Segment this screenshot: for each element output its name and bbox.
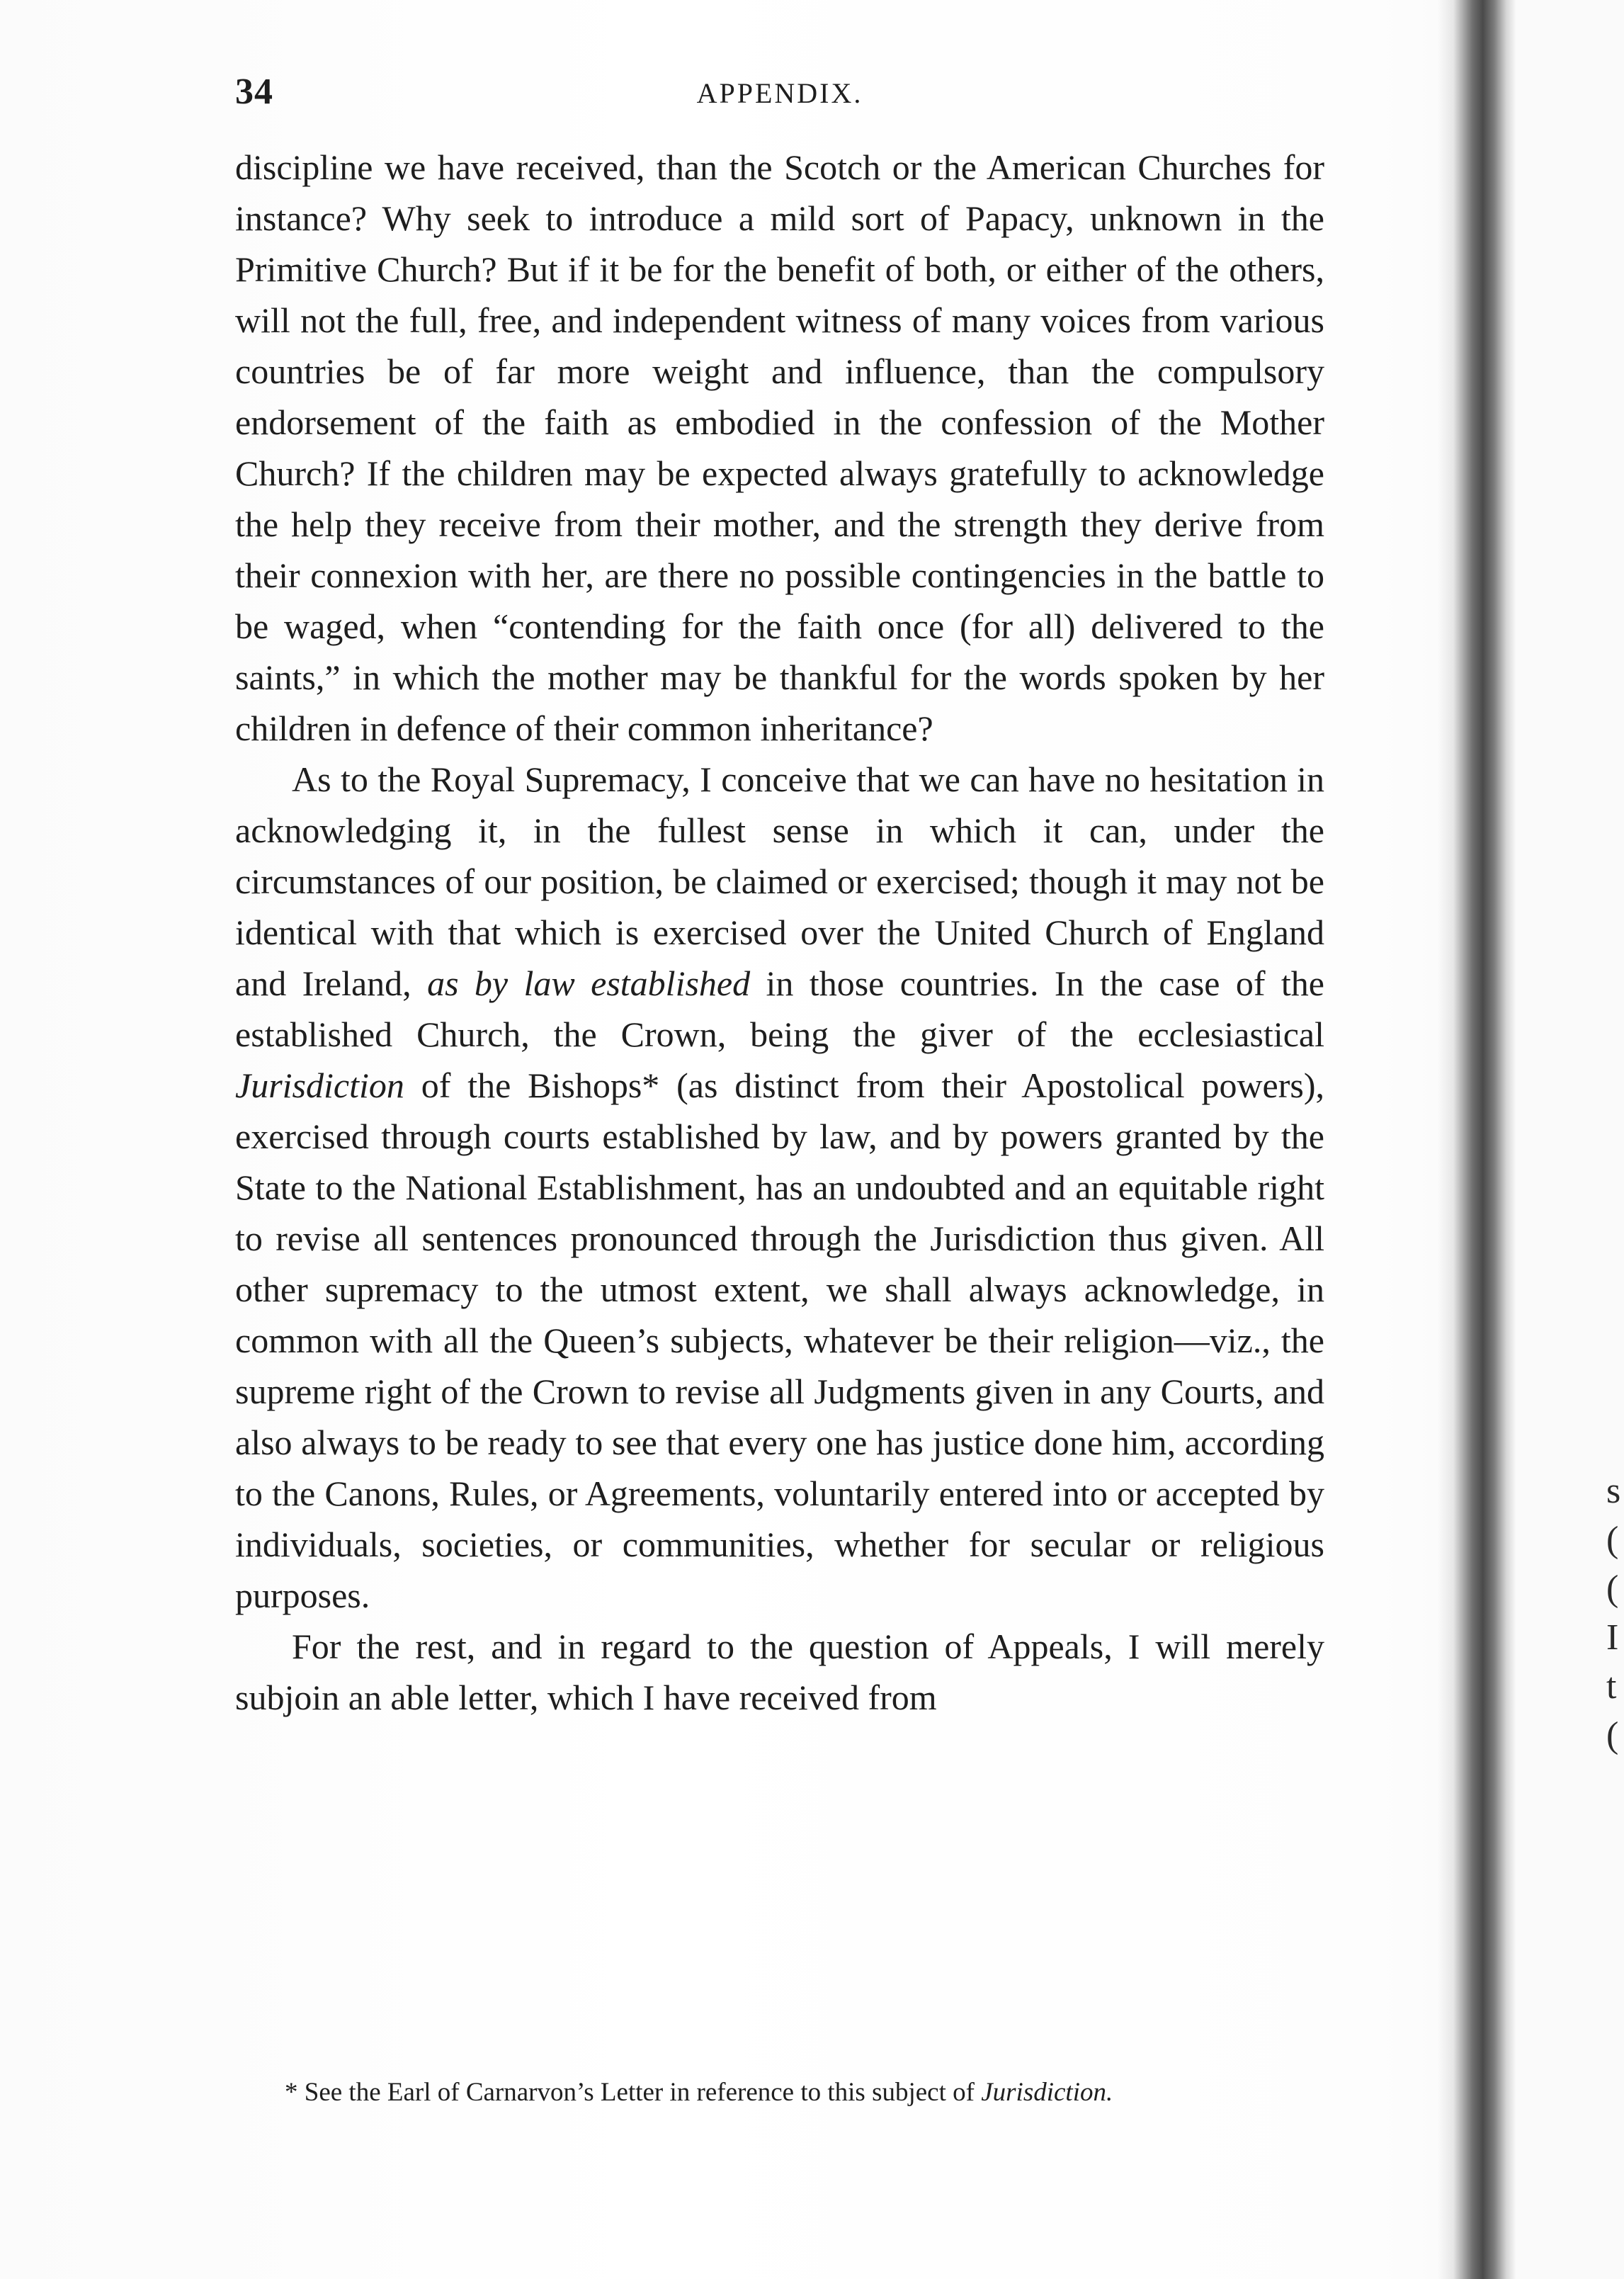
paragraph-appeals <box>235 1621 1324 1723</box>
footnote-text: * See the Earl of Carnarvon’s Letter in reference to this subject of <box>285 2078 982 2107</box>
paragraph-1 <box>235 142 1324 754</box>
facing-fragment: ( <box>1606 1568 1619 1609</box>
paragraph-2-text-c: of the Bishops* (as distinct from their Apostolical powers), exercised through courts established by law, and by powers granted by the State to the National Establishment, has an undoubted and an equitable right to revise all sentences pronounced through the Jurisdiction thus given. All other supremacy to the utmost extent, we shall always acknowledge, in common with all the Queen’s subjects, whatever be their religion—viz., the supreme right of the Crown to revise all Judgments given in any Courts, and also always to be ready to see that every one has justice done him, according to the Canons, Rules, or Agreements, voluntarily entered into or accepted by individuals, societies, or communities, whether for secular or religious purposes. <box>235 1065 1324 1615</box>
paragraph-2-text-b: in those countries. In the case of the established Church, the Crown, being the giver of the ecclesiastical <box>235 963 1324 1054</box>
facing-fragment: ( <box>1606 1715 1619 1755</box>
facing-fragment: s <box>1606 1471 1621 1511</box>
paragraph-3-text: For the rest, and in regard to the question of Appeals, I will merely subjoin an able letter, which I have received from <box>235 1627 1324 1717</box>
facing-fragment: ( <box>1606 1520 1619 1560</box>
footnote <box>235 2076 1324 2110</box>
facing-page-edge <box>1516 0 1624 2279</box>
italic-phrase-established: as by law established <box>427 963 751 1003</box>
facing-fragment: I <box>1606 1617 1619 1658</box>
paragraph-2-text-a: As to the Royal Supremacy, I conceive that we can have no hesitation in acknowledging it, in the fullest sense in which it can, under the circumstances of our position, be claimed or exercised; though it may not be identical with that which is exercised over the United Church of England and Ireland, <box>235 759 1324 1003</box>
page-header <box>235 71 1324 120</box>
paragraph-royal-supremacy <box>235 754 1324 1621</box>
page-number: 34 <box>235 72 273 112</box>
paragraph-1-text: discipline we have received, than the Scotch or the American Churches for instance? Why seek to introduce a mild sort of Papacy, unknown in the Primitive Church? But if it be for the benefit of both, or either of the others, will not the full, free, and independent witness of many voices from various countries be of far more weight and influence, than the compulsory endorsement of the faith as embodied in the confession of the Mother Church? If the children may be expected always gratefully to acknowledge the help they receive from their mother, and the strength they derive from their connexion with her, are there no possible contingencies in the battle to be waged, when “contending for the faith once (for all) delivered to the saints,” in which the mother may be thankful for the words spoken by her children in defence of their common inheritance? <box>235 147 1324 748</box>
body-text <box>235 142 1324 1723</box>
facing-fragment: t <box>1606 1666 1617 1707</box>
facing-page-fragments <box>1606 1466 1624 1760</box>
book-gutter-shadow <box>1438 0 1516 2279</box>
footnote-italic-jurisdiction: Jurisdiction. <box>981 2078 1113 2107</box>
running-head: APPENDIX. <box>696 77 863 109</box>
italic-word-jurisdiction: Jurisdiction <box>235 1065 404 1105</box>
